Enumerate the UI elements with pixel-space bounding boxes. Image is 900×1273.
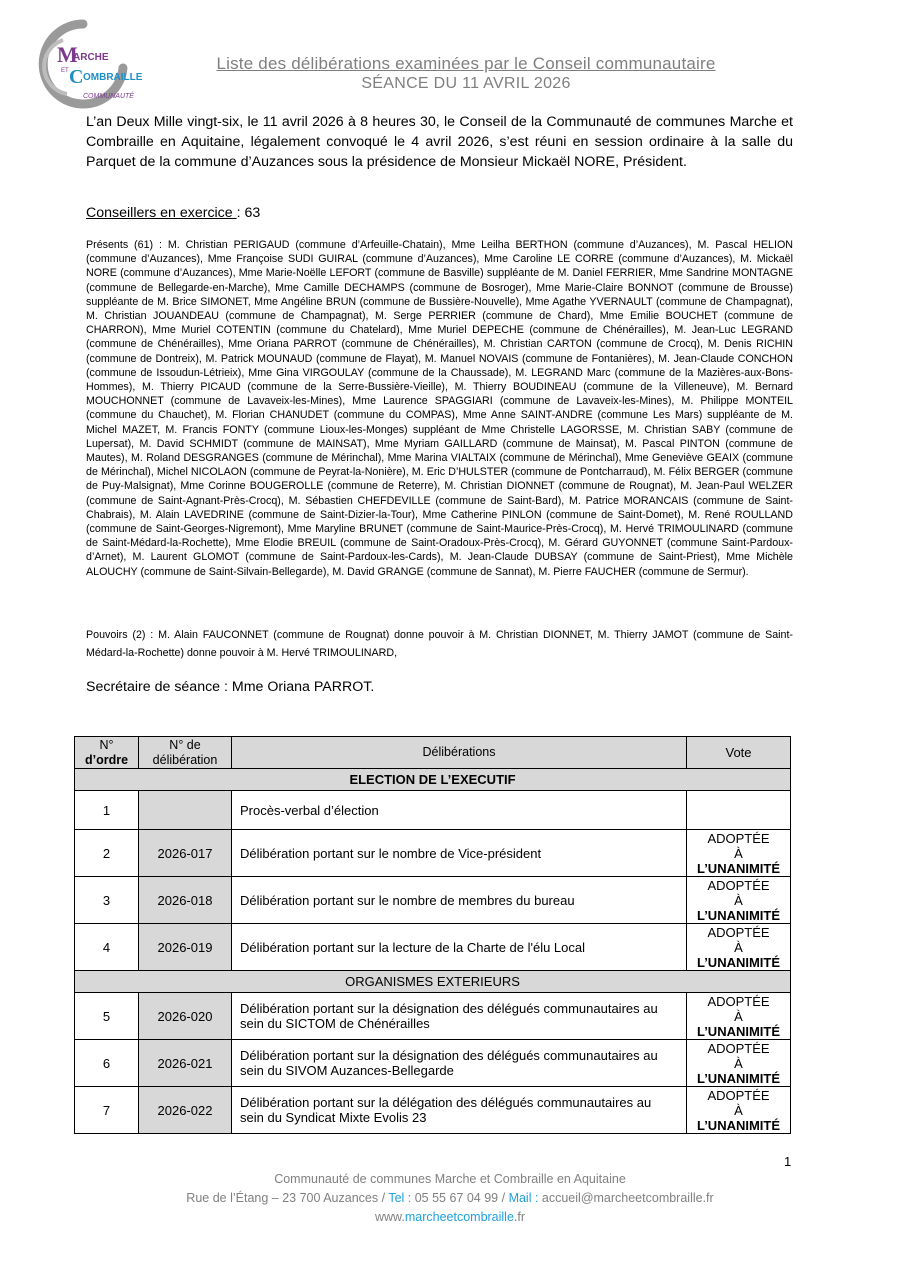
row-num: 3 (75, 877, 139, 924)
row-delib: 2026-021 (139, 1040, 232, 1087)
logo-m: M (57, 42, 78, 67)
deliberations-table (74, 736, 791, 1134)
row-delib: 2026-018 (139, 877, 232, 924)
presents-label: Présents (61) : (86, 239, 168, 251)
col-delib-header: N° de délibération (139, 737, 232, 769)
table-row (75, 791, 791, 830)
logo-line3: COMMUNAUTÉ (83, 93, 134, 100)
presents-paragraph (86, 238, 793, 579)
pouvoirs-label: Pouvoirs (2) : (86, 629, 159, 641)
conseillers-value: : 63 (236, 205, 261, 221)
row-delib: 2026-020 (139, 993, 232, 1040)
row-vote: ADOPTÉE À L’UNANIMITÉ (687, 1040, 791, 1087)
conseillers-label: Conseillers en exercice (86, 205, 237, 221)
table-row (75, 1040, 791, 1087)
row-label: Délibération portant sur la délégation des délégués communautaires au sein du Syndicat Mixte Evolis 23 (232, 1087, 687, 1134)
row-num: 1 (75, 791, 139, 830)
col-vote-header: Vote (687, 737, 791, 769)
row-vote: ADOPTÉE À L’UNANIMITÉ (687, 993, 791, 1040)
table-row (75, 993, 791, 1040)
row-num: 5 (75, 993, 139, 1040)
row-label: Délibération portant sur la lecture de la Charte de l'élu Local (232, 924, 687, 971)
logo-line2: OMBRAILLE (83, 72, 143, 83)
row-num: 6 (75, 1040, 139, 1087)
section-row (75, 769, 791, 791)
logo-swirl (43, 24, 123, 104)
row-vote: ADOPTÉE À L’UNANIMITÉ (687, 1087, 791, 1134)
session-date: SÉANCE DU 11 AVRIL 2026 (361, 75, 571, 92)
page-number: 1 (784, 1154, 792, 1169)
row-num: 2 (75, 830, 139, 877)
row-label: Délibération portant sur la désignation des délégués communautaires au sein du SIVOM Auzances-Bellegarde (232, 1040, 687, 1087)
pouvoirs-text: M. Alain FAUCONNET (commune de Rougnat) donne pouvoir à M. Christian DIONNET, M. Thierry JAMOT (commune de Saint-Médard-la-Rochette) donne pouvoir à M. Hervé TRIMOULINARD, (86, 629, 793, 659)
footer-sep: / (498, 1191, 509, 1205)
table-row (75, 877, 791, 924)
row-label: Délibération portant sur le nombre de membres du bureau (232, 877, 687, 924)
row-delib (139, 791, 232, 830)
logo-c: C (69, 66, 84, 88)
row-vote: ADOPTÉE À L’UNANIMITÉ (687, 924, 791, 971)
document-header (150, 54, 782, 94)
col-num-header: N° d’ordre (75, 737, 139, 769)
row-label: Procès-verbal d’élection (232, 791, 687, 830)
row-delib: 2026-022 (139, 1087, 232, 1134)
section-organismes: ORGANISMES EXTERIEURS (75, 971, 791, 993)
secretaire-line: Secrétaire de séance : Mme Oriana PARROT. (86, 679, 375, 695)
table-row (75, 830, 791, 877)
logo (33, 20, 143, 108)
row-label: Délibération portant sur le nombre de Vice-président (232, 830, 687, 877)
document-title: Liste des délibérations examinées par le Conseil communautaire (216, 54, 716, 73)
footer-web-main: marcheetcombraille (404, 1210, 514, 1224)
footer-org: Communauté de communes Marche et Combraille en Aquitaine (274, 1172, 626, 1186)
presents-text: M. Christian PERIGAUD (commune d’Arfeuille-Chatain), Mme Leilha BERTHON (commune d’Auzances), M. Pascal HELION (commune d’Auzances), Mme Françoise SUDI GUIRAL (commune d’Auzances), Mme Caroline LE CORRE (commune d’Auzances), M. Mickaël NORE (commune d’Auzances), Mme Marie-Noëlle LEFORT (commune de Basville) suppléante de M. Daniel FERRIER, Mme Sandrine MONTAGNE (commune de Bellegarde-en-Marche), Mme Camille DECHAMPS (commune de Bosroger), Mme Marie-Claire BONNOT (commune de Brousse) suppléante de M. Brice SIMONET, Mme Angéline BRUN (commune de Bussière-Nouvelle), Mme Agathe YVERNAULT (commune de Champagnat), M. Christian JOUANDEAU (commune de Champagnat), M. Serge PERRIER (commune de Chard), Mme Emilie BOUCHET (commune de CHARRON), Mme Muriel COTENTIN (commune du Chatelard), Mme Muriel DEPECHE (commune de Chénérailles), M. Jean-Luc LEGRAND (commune de Chénérailles), Mme Oriana PARROT (commune de Chénérailles), M. Christian CARTON (commune de Crocq), M. Denis RICHIN (commune de Dontreix), M. Patrick MOUNAUD (commune de Flayat), M. Manuel NOVAIS (commune de Fontanières), M. Jean-Claude CONCHON (commune de Issoudun-Létrieix), Mme Gina VIRGOULAY (commune de la Chaussade), M. LEGRAND Marc (commune de la Mazières-aux-Bons-Hommes), M. Thierry PICAUD (commune de la Serre-Bussière-Vieille), M. Thierry BOUDINEAU (commune de la Villeneuve), M. Bernard MOUCHONNET (commune de Lavaveix-les-Mines), Mme Laurence SPAGGIARI (commune de Lavaveix-les-Mines), M. Philippe MONTEIL (commune du Chauchet), M. Florian CHANUDET (commune du COMPAS), Mme Anne SAINT-ANDRE (commune Les Mars) suppléante de M. Michel MAZET, M. Francis FONTY (commune Lioux-les-Monges) suppléant de Mme Christelle LAGORSSE, M. Christian SABY (commune de Lupersat), M. David SCHMIDT (commune de MAINSAT), Mme Myriam GAILLARD (commune de Mainsat), M. Pascal PINTON (commune de Mautes), M. Roland DESGRANGES (commune de Mérinchal), Mme Marina VIALTAIX (commune de Mérinchal), Mme Geneviève GEAIX (commune de Mérinchal), Michel NICOLAON (commune de Peyrat-la-Nonière), M. Eric D’HULSTER (commune de Pontcharraud), M. Félix BERGER (commune de Puy-Malsignat), Mme Corinne BOUGEROLLE (commune de Reterre), M. Christian DIONNET (commune de Rougnat), M. Jean-Paul WELZER (commune de Saint-Agnant-Près-Crocq), M. Sébastien CHEFDEVILLE (commune de Saint-Bard), M. Patrice MORANCAIS (commune de Saint-Chabrais), M. Alain LAVEDRINE (commune de Saint-Dizier-la-Tour), Mme Catherine PINLON (commune de Saint-Domet), M. René ROULLAND (commune de Saint-Georges-Nigremont), Mme Maryline BRUNET (commune de Saint-Maurice-Près-Crocq), M. Hervé TRIMOULINARD (commune de Saint-Médard-la-Rochette), Mme Elodie BREUIL (commune de Saint-Oradoux-Près-Crocq), M. Gérard GUYONNET (commune Saint-Pardoux-d’Arnet), M. Laurent GLOMOT (commune de Saint-Pardoux-les-Cards), M. Jean-Claude DUBSAY (commune de Saint-Priest), Mme Michèle ALOUCHY (commune de Saint-Silvain-Bellegarde), M. David GRANGE (commune de Sannat), M. Pierre FAUCHER (commune de Sermur). (86, 239, 793, 578)
row-vote (687, 791, 791, 830)
table-header-row (75, 737, 791, 769)
table-row (75, 924, 791, 971)
pouvoirs-paragraph (86, 627, 793, 662)
row-vote: ADOPTÉE À L’UNANIMITÉ (687, 877, 791, 924)
footer-website[interactable] (0, 1208, 900, 1227)
footer-address: Rue de l’Étang – 23 700 Auzances / (186, 1191, 389, 1205)
logo-et: ET (61, 68, 69, 74)
footer-mail[interactable]: accueil@marcheetcombraille.fr (541, 1191, 714, 1205)
row-vote: ADOPTÉE À L’UNANIMITÉ (687, 830, 791, 877)
row-num: 4 (75, 924, 139, 971)
intro-paragraph: L’an Deux Mille vingt-six, le 11 avril 2026 à 8 heures 30, le Conseil de la Communauté de communes Marche et Combraille en Aquitaine, légalement convoqué le 4 avril 2026, s’est réuni en session ordinaire à la salle du Parquet de la commune d’Auzances sous la présidence de Monsieur Mickaël NORE, Président. (86, 114, 793, 170)
footer-web-suffix: .fr (513, 1210, 526, 1224)
conseillers-line (86, 203, 260, 223)
section-election: ELECTION DE L’EXECUTIF (75, 769, 791, 791)
footer-mail-label: Mail : (508, 1191, 542, 1205)
footer (0, 1170, 900, 1227)
table-row (75, 1087, 791, 1134)
row-delib: 2026-019 (139, 924, 232, 971)
footer-tel-label: Tel : (388, 1191, 415, 1205)
row-num: 7 (75, 1087, 139, 1134)
logo-line1: ARCHE (73, 52, 109, 63)
row-label: Délibération portant sur la désignation des délégués communautaires au sein du SICTOM de Chénérailles (232, 993, 687, 1040)
footer-web-prefix: www. (374, 1210, 405, 1224)
footer-tel[interactable]: 05 55 67 04 99 (414, 1191, 499, 1205)
footer-contact (0, 1189, 900, 1208)
row-delib: 2026-017 (139, 830, 232, 877)
col-label-header: Délibérations (232, 737, 687, 769)
section-row (75, 971, 791, 993)
